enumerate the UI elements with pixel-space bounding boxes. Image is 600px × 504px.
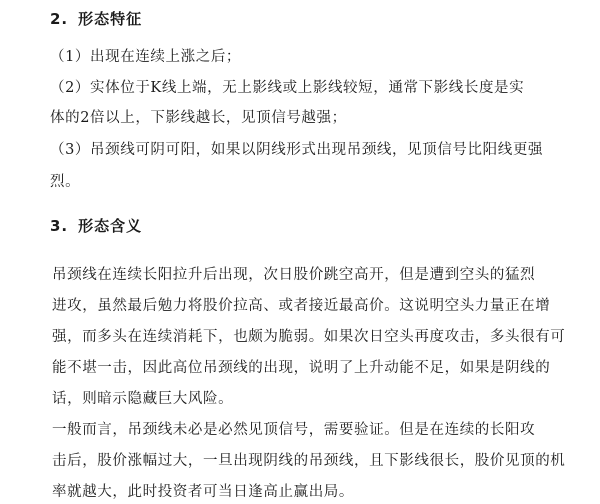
section-3-line-4: 能不堪一击，因此高位吊颈线的出现，说明了上升动能不足，如果是阴线的 xyxy=(52,360,551,376)
section-3-line-1: 吊颈线在连续长阳拉升后出现，次日股价跳空高开，但是遭到空头的猛烈 xyxy=(52,267,536,283)
section-3-number: 3. xyxy=(50,217,69,235)
section-2-title: 形态特征 xyxy=(78,10,143,28)
section-3-line-8: 率就越大，此时投资者可当日逢高止赢出局。 xyxy=(52,484,354,500)
section-2-line-5: 烈。 xyxy=(50,174,81,190)
section-3-line-3: 强，而多头在连续消耗下，也颇为脆弱。如果次日空头再度攻击，多头很有可 xyxy=(52,329,566,345)
section-3-line-5: 话，则暗示隐藏巨大风险。 xyxy=(52,391,234,407)
section-2-line-4: （3）吊颈线可阴可阳，如果以阴线形式出现吊颈线，见顶信号比阳线更强 xyxy=(50,142,544,158)
section-3-line-7: 击后，股价涨幅过大，一旦出现阴线的吊颈线，且下影线很长，股价见顶的机 xyxy=(52,453,566,469)
section-2-number: 2. xyxy=(50,10,69,28)
section-3-line-2: 进攻，虽然最后勉力将股价拉高、或者接近最高价。这说明空头力量正在增 xyxy=(52,298,551,314)
section-2-heading xyxy=(50,8,142,29)
section-2-line-1: （1）出现在连续上涨之后； xyxy=(50,49,242,65)
section-3-line-6: 一般而言，吊颈线未必是必然见顶信号，需要验证。但是在连续的长阳攻 xyxy=(52,422,536,438)
section-2-line-2: （2）实体位于K线上端，无上影线或上影线较短，通常下影线长度是实 xyxy=(50,80,525,96)
section-3-title: 形态含义 xyxy=(78,217,143,235)
section-2-line-3: 体的2倍以上，下影线越长，见顶信号越强； xyxy=(50,110,347,126)
section-3-heading xyxy=(50,215,142,236)
